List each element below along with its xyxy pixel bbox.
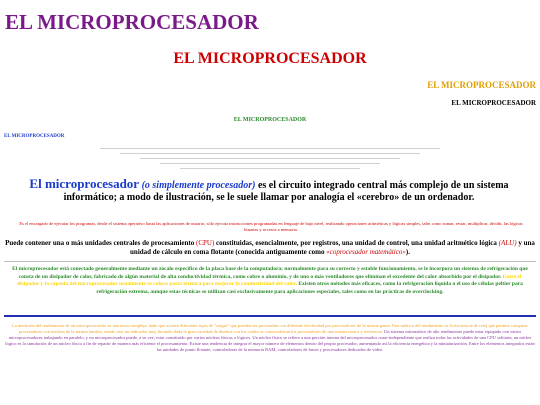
performance-text-1: La medición del rendimiento de un microprocesador es una tarea compleja, dado que existen diferentes tipos de "cargas" que pueden ser procesadas con diferente efectividad por procesadores de la misma gama. Una métrica del rendimiento es la frecuencia de reloj que permite comparar procesadores con núcleos de la misma familia, siendo este un indicador muy limitado dada la gran variedad de diseños con los cuales se comercializan los procesadores de una misma marca y referencia. — [12, 323, 528, 334]
coprocessor-label: «coprocesador matemático» — [326, 248, 406, 256]
heading-5: EL MICROPROCESADOR — [233, 117, 307, 123]
units-text-d: ). — [405, 248, 410, 256]
socket-paragraph — [8, 266, 532, 296]
divider-1 — [100, 148, 440, 149]
heading-4: EL MICROPROCESADOR — [451, 99, 536, 107]
divider-3 — [140, 158, 400, 159]
socket-text-1: El microprocesador está conectado generalmente mediante un zócalo específico de la placa base de la computadora; normalmente para su correcto y estable funcionamiento, se le incorpora un sistema de refrigeración que consta de un disipador de calor, fabricado de algún material de alta conductividad térmica, como cobre o aluminio, y de uno o más ventiladores que eliminan el excedente del calor absorbido por el disipador. — [12, 266, 528, 280]
socket-text-3: Existen otros métodos más eficaces, como la refrigeración líquida o el uso de células peltier para refrigeración extrema, aunque estas técnicas se utilizan casi exclusivamente para aplicaciones especiales, tales como en las prácticas de overclocking. — [96, 281, 523, 295]
heading-1: EL MICROPROCESADOR — [5, 10, 259, 34]
socket-text-2: Entre el disipador y la cápsula del microprocesador usualmente se coloca pasta térmica para mejorar la conductividad del calor. — [17, 273, 522, 287]
units-paragraph — [4, 239, 536, 257]
intro-rest: es el circuito integrado central más complejo de un sistema informático; a modo de ilustración, se le suele llamar por analogía el «cerebro» de un ordenador. — [63, 180, 509, 203]
performance-paragraph — [4, 323, 536, 353]
units-text-c: y una unidad de cálculo en coma flotante (conocida antiguamente como — [130, 239, 535, 256]
divider-top-socket — [4, 261, 536, 262]
intro-term: El microprocesador — [29, 176, 140, 191]
divider-2 — [120, 153, 420, 154]
heading-2: EL MICROPROCESADOR — [173, 50, 367, 67]
cpu-label: (CPU) — [196, 239, 215, 247]
intro-paragraph — [4, 178, 534, 204]
divider-blue — [4, 315, 536, 317]
units-text-b: constituidas, esencialmente, por registros, una unidad de control, una unidad aritmético lógica — [214, 239, 499, 247]
execution-paragraph: Es el encargado de ejecutar los programas, desde el sistema operativo hasta las aplicaciones de usuario; sólo ejecuta instrucciones programadas en lenguaje de bajo nivel, realizando operaciones aritméticas y lógicas simples, tales como sumar, restar, multiplicar, dividir, las lógicas binarias y accesos a memoria. — [19, 221, 523, 232]
intro-aside: (o simplemente procesador) — [141, 180, 256, 191]
heading-3: EL MICROPROCESADOR — [427, 80, 536, 90]
performance-text-2: Un sistema informático de alto rendimiento puede estar equipado con varios microprocesadores trabajando en paralelo, y un microprocesador puede, a su vez, estar constituido por varios núcleos físicos o lógicos. Un núcleo físico se refiere a una porción interna del microprocesador cuasi-independiente que realiza todas las actividades de una CPU solitaria, un núcleo lógico es la simulación de un núcleo físico a fin de repartir de manera más eficiente el procesamiento. Existe una tendencia de integrar el mayor número de elementos dentro del propio procesador, aumentando así la eficiencia energética y la miniaturización. Entre los elementos integrados están las unidades de punto flotante, controladoras de la memoria RAM, controladores de buses y procesadores dedicados de video. — [5, 329, 535, 352]
alu-label: (ALU) — [498, 239, 517, 247]
units-text-a: Puede contener una o más unidades centrales de procesamiento — [5, 239, 197, 247]
heading-6: EL MICROPROCESADOR — [4, 134, 65, 139]
divider-5 — [180, 168, 360, 169]
divider-4 — [160, 163, 380, 164]
